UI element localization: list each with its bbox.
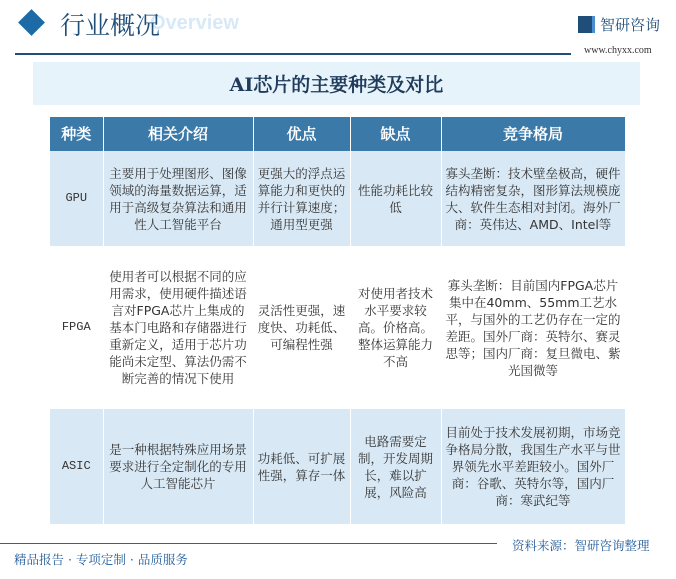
col-header: 种类 <box>50 117 103 151</box>
logo-icon <box>578 16 595 33</box>
comparison-table <box>50 117 626 524</box>
cell-competition: 寡头垄断：技术壁垒极高，硬件结构精密复杂，图形算法规模庞大、软件生态相对封闭。海外厂商：英伟达、AMD、Intel等 <box>441 151 625 246</box>
cell-type: GPU <box>50 151 103 246</box>
cell-pros: 功耗低、可扩展性强，算存一体 <box>253 409 350 524</box>
table-row <box>50 409 625 524</box>
cell-type: FPGA <box>50 246 103 409</box>
col-header: 优点 <box>253 117 350 151</box>
cell-type: ASIC <box>50 409 103 524</box>
header-subtitle: Overview <box>150 12 239 34</box>
table-row <box>50 151 625 246</box>
col-header: 缺点 <box>350 117 441 151</box>
cell-intro: 是一种根据特殊应用场景要求进行全定制化的专用人工智能芯片 <box>103 409 253 524</box>
cell-competition: 寡头垄断：目前国内FPGA芯片集中在40mm、55mm工艺水平，与国外的工艺仍存在一定的差距。国外厂商：英特尔、赛灵思等；国内厂商：复旦微电、紫光国微等 <box>441 246 625 409</box>
cell-competition: 目前处于技术发展初期，市场竞争格局分散，我国生产水平与世界领先水平差距较小。国外厂商：谷歌、英特尔等，国内厂商：寒武纪等 <box>441 409 625 524</box>
cell-pros: 更强大的浮点运算能力和更快的并行计算速度；通用型更强 <box>253 151 350 246</box>
cell-intro: 使用者可以根据不同的应用需求，使用硬件描述语言对FPGA芯片上集成的基本门电路和存储器进行重新定义，适用于芯片功能尚未定型、算法仍需不断完善的情况下使用 <box>103 246 253 409</box>
col-header: 相关介绍 <box>103 117 253 151</box>
header-divider <box>15 53 571 55</box>
cell-cons: 电路需要定制，开发周期长，难以扩展，风险高 <box>350 409 441 524</box>
footer-slogan: 精品报告 · 专项定制 · 品质服务 <box>14 552 188 567</box>
source-note: 资料来源：智研咨询整理 <box>512 538 650 553</box>
cell-pros: 灵活性更强，速度快、功耗低、可编程性强 <box>253 246 350 409</box>
table-title: AI芯片的主要种类及对比 <box>33 62 640 105</box>
brand-name: 智研咨询 <box>600 16 661 34</box>
brand-logo <box>578 14 660 35</box>
cell-cons: 性能功耗比较低 <box>350 151 441 246</box>
brand-url: www.chyxx.com <box>584 45 652 56</box>
diamond-icon <box>18 9 45 36</box>
page-title: 行业概况 <box>60 11 161 40</box>
footer-divider <box>0 543 497 544</box>
cell-intro: 主要用于处理图形、图像领域的海量数据运算，适用于高级复杂算法和通用性人工智能平台 <box>103 151 253 246</box>
cell-cons: 对使用者技术水平要求较高。价格高。整体运算能力不高 <box>350 246 441 409</box>
table-row <box>50 246 625 409</box>
col-header: 竞争格局 <box>441 117 625 151</box>
